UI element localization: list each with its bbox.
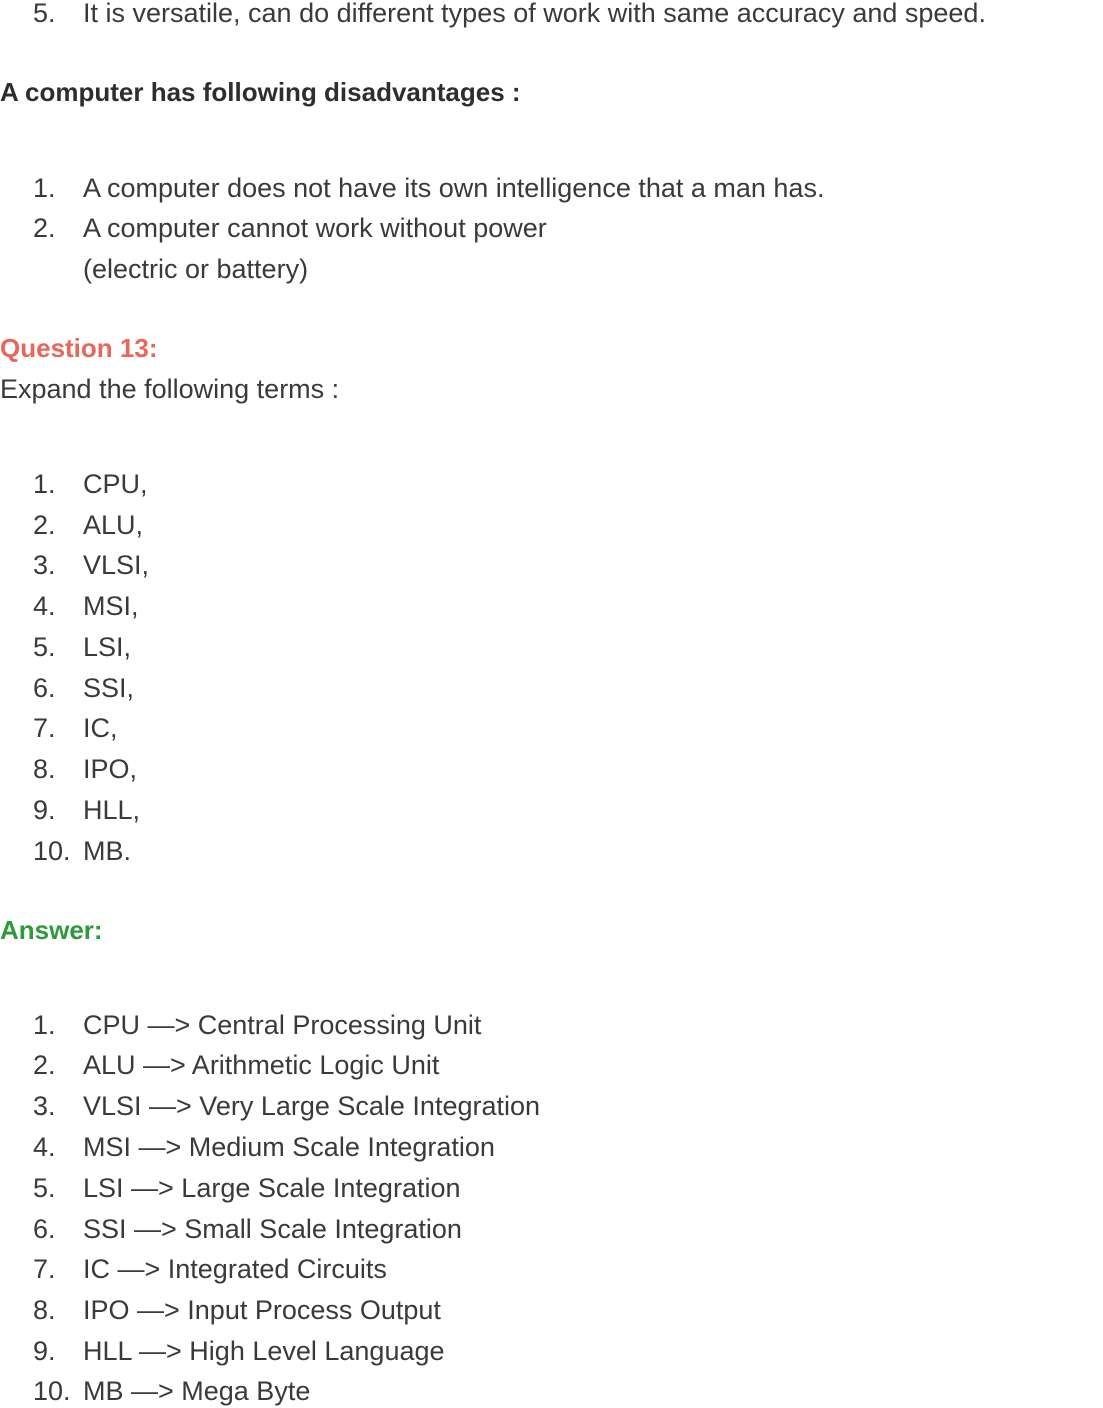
list-number: 1.: [33, 469, 56, 499]
list-number: 1.: [33, 1010, 56, 1040]
list-number: 5.: [33, 632, 56, 662]
list-text: A computer does not have its own intelligence that a man has.: [83, 173, 825, 203]
list-number: 9.: [33, 795, 56, 825]
list-text: HLL —> High Level Language: [83, 1336, 445, 1366]
question-label: Question 13:: [0, 333, 158, 363]
list-text: MSI,: [83, 591, 139, 621]
list-text: IPO,: [83, 754, 138, 784]
list-number: 3.: [33, 550, 56, 580]
list-text: CPU,: [83, 469, 148, 499]
list-number: 2.: [33, 510, 56, 540]
list-text: IC,: [83, 713, 118, 743]
list-text: It is versatile, can do different types of work with same accuracy and speed.: [83, 0, 986, 28]
list-number: 8.: [33, 754, 56, 784]
list-number: 4.: [33, 591, 56, 621]
answer-label: Answer:: [0, 915, 103, 945]
list-text: IPO —> Input Process Output: [83, 1295, 441, 1325]
list-text: IC —> Integrated Circuits: [83, 1254, 387, 1284]
list-text: LSI —> Large Scale Integration: [83, 1173, 461, 1203]
list-number: 5.: [33, 1173, 56, 1203]
list-text: ALU —> Arithmetic Logic Unit: [83, 1050, 440, 1080]
list-text: MB —> Mega Byte: [83, 1376, 311, 1406]
list-number: 1.: [33, 173, 56, 203]
list-number: 10.: [33, 836, 71, 866]
list-number: 5.: [33, 0, 56, 28]
list-number: 3.: [33, 1091, 56, 1121]
list-text: SSI —> Small Scale Integration: [83, 1214, 462, 1244]
list-text: MSI —> Medium Scale Integration: [83, 1132, 495, 1162]
list-number: 7.: [33, 713, 56, 743]
list-text: (electric or battery): [83, 254, 309, 284]
list-number: 6.: [33, 1214, 56, 1244]
disadvantages-heading: A computer has following disadvantages :: [0, 77, 521, 107]
list-number: 8.: [33, 1295, 56, 1325]
question-prompt: Expand the following terms :: [0, 374, 340, 404]
list-number: 2.: [33, 1050, 56, 1080]
list-number: 9.: [33, 1336, 56, 1366]
list-number: 4.: [33, 1132, 56, 1162]
list-number: 6.: [33, 673, 56, 703]
list-text: HLL,: [83, 795, 141, 825]
list-text: VLSI —> Very Large Scale Integration: [83, 1091, 541, 1121]
list-number: 10.: [33, 1376, 71, 1406]
list-text: A computer cannot work without power: [83, 213, 547, 243]
list-text: LSI,: [83, 632, 132, 662]
list-text: ALU,: [83, 510, 144, 540]
list-text: MB.: [83, 836, 132, 866]
list-number: 7.: [33, 1254, 56, 1284]
list-number: 2.: [33, 213, 56, 243]
list-text: CPU —> Central Processing Unit: [83, 1010, 482, 1040]
list-text: VLSI,: [83, 550, 150, 580]
list-text: SSI,: [83, 673, 135, 703]
